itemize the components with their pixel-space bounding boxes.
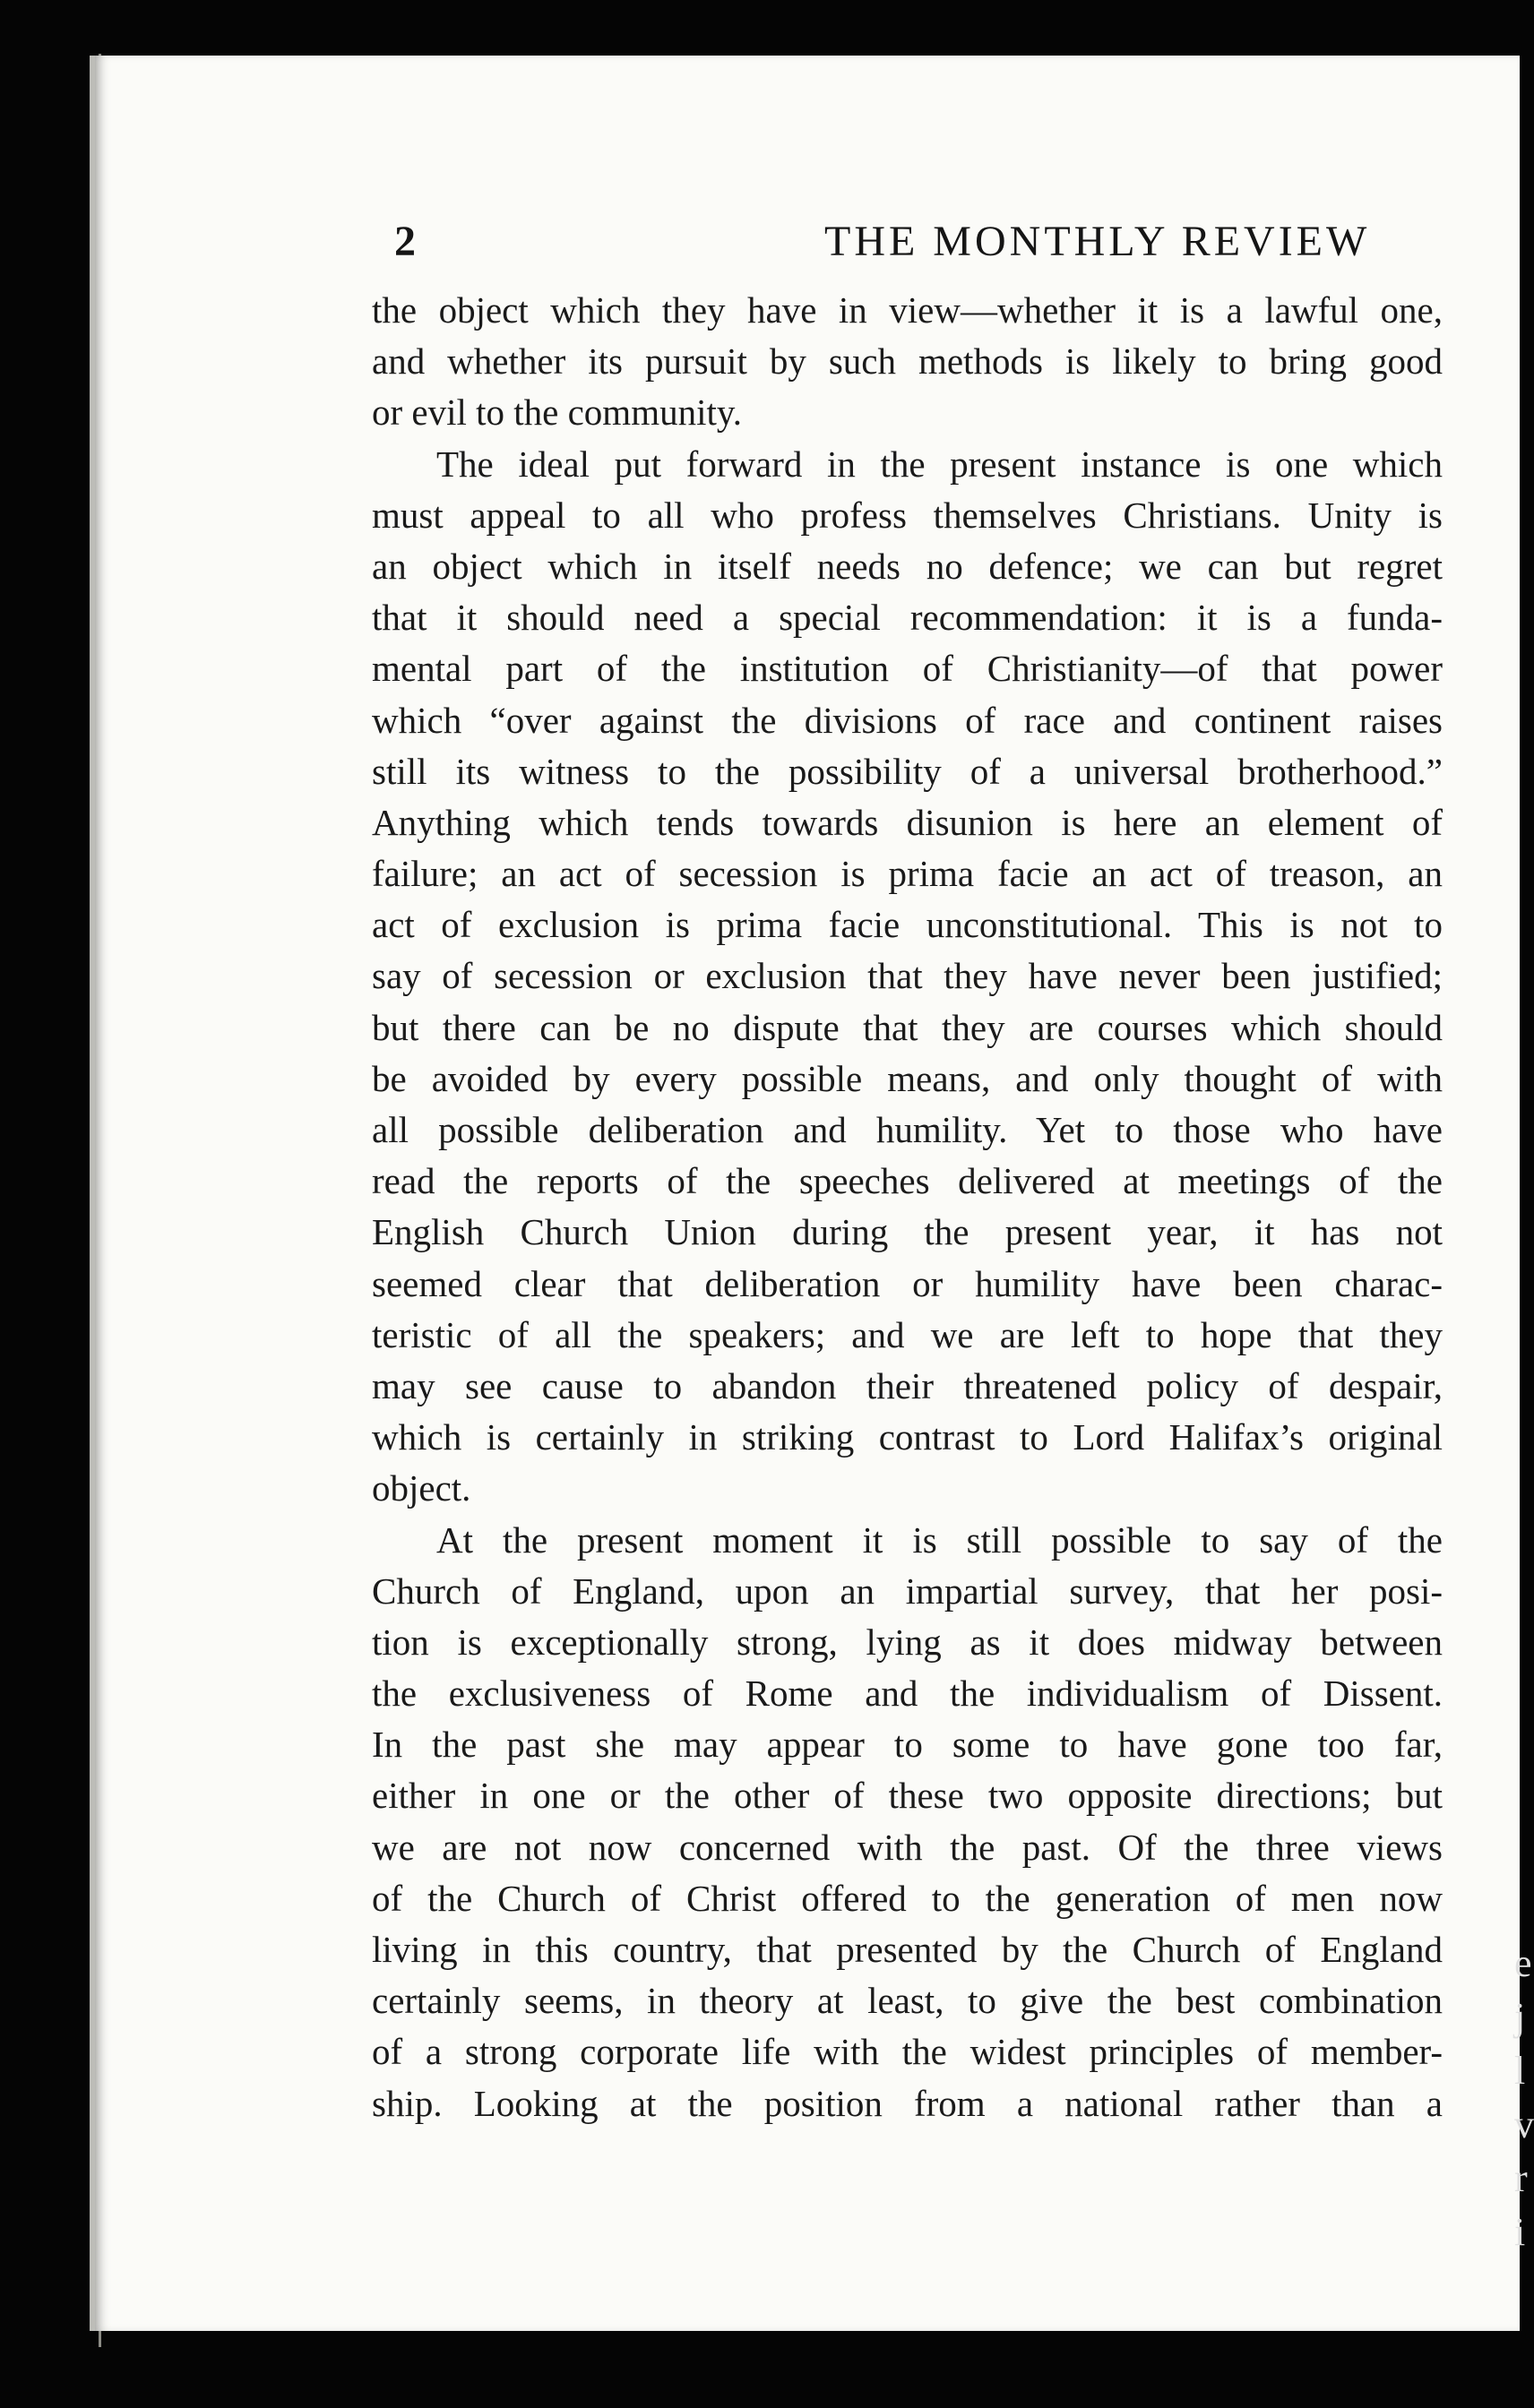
edge-fragment: v: [1514, 2103, 1534, 2146]
text-line: or evil to the community.: [372, 391, 742, 434]
text-line: The ideal put forward in the present instance is one which: [436, 443, 1443, 485]
text-line: tion is exceptionally strong, lying as it does midway between: [372, 1621, 1443, 1663]
text-line: either in one or the other of these two opposite directions; but: [372, 1775, 1443, 1817]
text-line: the exclusiveness of Rome and the individualism of Dissent.: [372, 1673, 1443, 1715]
text-line: that it should need a special recommendation: it is a funda-: [372, 597, 1443, 639]
edge-fragment: j: [1514, 1995, 1526, 2039]
text-line: be avoided by every possible means, and only thought of with: [372, 1057, 1443, 1099]
text-line: still its witness to the possibility of a universal brotherhood.”: [372, 750, 1443, 792]
text-line: may see cause to abandon their threatened policy of despair,: [372, 1364, 1443, 1406]
text-line: failure; an act of secession is prima facie an act of treason, an: [372, 853, 1443, 895]
edge-fragment: l: [1514, 2049, 1526, 2093]
text-line: the object which they have in view—whether it is a lawful one,: [372, 289, 1443, 331]
text-line: certainly seems, in theory at least, to give the best combination: [372, 1980, 1443, 2022]
text-line: teristic of all the speakers; and we are left to hope that they: [372, 1313, 1443, 1355]
text-line: mental part of the institution of Christianity—of that power: [372, 648, 1443, 690]
text-line: At the present moment it is still possible to say of the: [436, 1518, 1443, 1561]
text-line: which “over against the divisions of race and continent raises: [372, 699, 1443, 741]
text-line: Anything which tends towards disunion is here an element of: [372, 801, 1443, 843]
text-line: seemed clear that deliberation or humility have been charac-: [372, 1262, 1443, 1304]
text-line: must appeal to all who profess themselves Christians. Unity is: [372, 494, 1443, 536]
edge-fragment: r: [1514, 2156, 1528, 2200]
text-line: we are not now concerned with the past. Of the three views: [372, 1826, 1443, 1868]
text-line: but there can be no dispute that they are courses which should: [372, 1006, 1443, 1048]
text-line: all possible deliberation and humility. Yet to those who have: [372, 1109, 1443, 1150]
page-header: [305, 199, 1469, 280]
text-line: of the Church of Christ offered to the generation of men now: [372, 1877, 1443, 1919]
text-line: Church of England, upon an impartial survey, that her posi-: [372, 1570, 1443, 1612]
body-text: [372, 285, 1443, 2129]
edge-fragment: e: [1514, 1941, 1532, 1985]
text-line: of a strong corporate life with the widest principles of member-: [372, 2031, 1443, 2073]
text-line: ship. Looking at the position from a national rather than a: [372, 2082, 1443, 2124]
text-line: read the reports of the speeches delivered at meetings of the: [372, 1160, 1443, 1202]
page-number: 2: [394, 218, 416, 265]
running-title: THE MONTHLY REVIEW: [824, 218, 1371, 265]
text-line: In the past she may appear to some to have gone too far,: [372, 1724, 1443, 1766]
text-line: English Church Union during the present year, it has not: [372, 1211, 1443, 1253]
text-line: act of exclusion is prima facie unconstitutional. This is not to: [372, 904, 1443, 946]
text-line: living in this country, that presented by the Church of England: [372, 1929, 1443, 1970]
text-line: say of secession or exclusion that they have never been justified;: [372, 955, 1443, 997]
text-line: and whether its pursuit by such methods is likely to bring good: [372, 340, 1443, 383]
text-line: which is certainly in striking contrast to Lord Halifax’s original: [372, 1416, 1443, 1458]
text-line: an object which in itself needs no defence; we can but regret: [372, 545, 1443, 587]
edge-fragment: i: [1514, 2210, 1526, 2254]
text-line: object.: [372, 1467, 471, 1509]
